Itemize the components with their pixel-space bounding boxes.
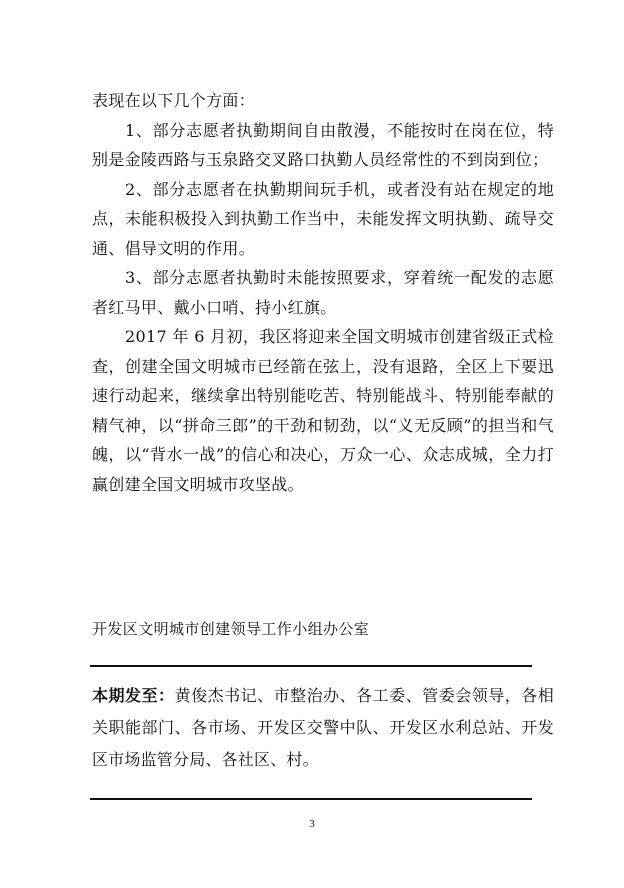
closing-paragraph: 2017 年 6 月初，我区将迎来全国文明城市创建省级正式检查，创建全国文明城市已经箭在弦上，没有退路，全区上下要迅速行动起来，继续拿出特别能吃苦、特别能战斗、特别能奉献的精气神，以“拼命三郎”的干劲和韧劲，以“义无反顾”的担当和气魄，以“背水一战”的信心和决心，万众一心、众志成城，全力打赢创建全国文明城市攻坚战。 bbox=[92, 327, 554, 494]
intro-paragraph: 表现在以下几个方面： bbox=[92, 91, 256, 110]
top-divider bbox=[90, 665, 532, 667]
issuing-office: 开发区文明城市创建领导工作小组办公室 bbox=[92, 620, 370, 638]
bottom-divider bbox=[90, 798, 532, 800]
distribution-label: 本期发至： bbox=[92, 686, 175, 705]
body-text bbox=[92, 86, 554, 499]
distribution-list bbox=[92, 680, 554, 776]
distribution-recipients: 黄俊杰书记、市整治办、各工委、管委会领导，各相关职能部门、各市场、开发区交警中队、开发区水利总站、开发区市场监管分局、各社区、村。 bbox=[92, 686, 554, 769]
point-3-paragraph: 3、部分志愿者执勤时未能按照要求，穿着统一配发的志愿者红马甲、戴小口哨、持小红旗。 bbox=[92, 268, 554, 317]
page-number: 3 bbox=[309, 818, 315, 830]
point-2-paragraph: 2、部分志愿者在执勤期间玩手机，或者没有站在规定的地点，未能积极投入到执勤工作当中，未能发挥文明执勤、疏导交通、倡导文明的作用。 bbox=[92, 179, 554, 258]
point-1-paragraph: 1、部分志愿者执勤期间自由散漫，不能按时在岗在位，特别是金陵西路与玉泉路交叉路口执勤人员经常性的不到岗到位； bbox=[92, 120, 554, 169]
